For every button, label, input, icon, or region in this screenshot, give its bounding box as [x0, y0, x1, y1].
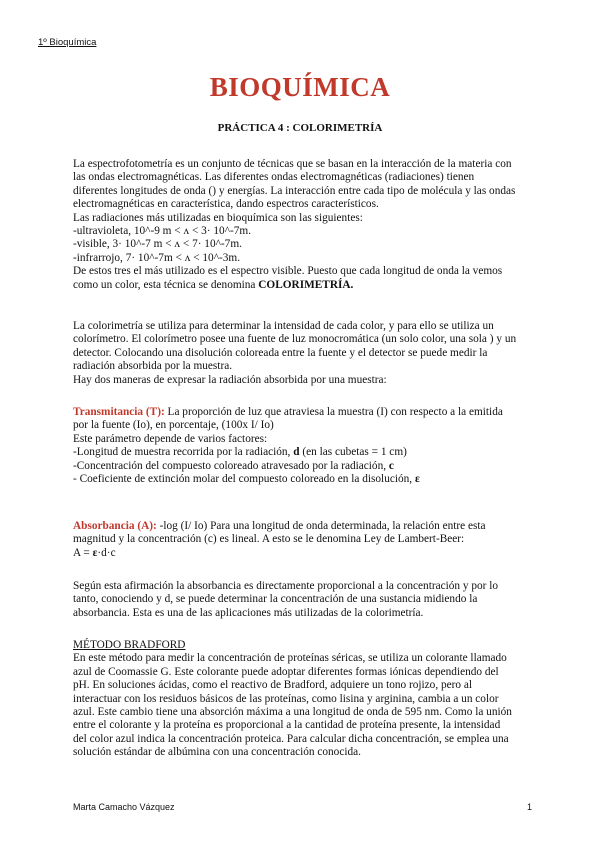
- absorbance-section: [73, 520, 551, 560]
- text-line: detector. Colocando una disolución coloreada entre la fuente y el detector se puede medir la: [73, 346, 488, 359]
- footer-author: Marta Camacho Vázquez: [73, 802, 175, 812]
- text-line: [73, 520, 551, 533]
- text-segment: como un color, esta técnica se denomina: [73, 278, 259, 291]
- colorimetry-term: COLORIMETRÍA.: [258, 278, 354, 291]
- text-line: Las radiaciones más utilizadas en bioquímica son las siguientes:: [73, 211, 363, 224]
- text-segment: La proporción de luz que atraviesa la muestra (I) con respecto a la emitida: [164, 406, 503, 418]
- text-line: colorímetro. El colorímetro posee una fuente de luz monocromática (un solo color, una sola ) y un: [73, 333, 517, 346]
- text-segment: ·d·c: [97, 546, 116, 559]
- text-line: entre el colorante y la proteína es proporcional a la cantidad de proteína presente, la intensidad: [73, 719, 501, 732]
- text-line: del color azul indica la concentración proteica. Para calcular dicha concentración, se emplea una: [73, 732, 509, 745]
- colorimetry-paragraph: [73, 320, 551, 387]
- page-title: BIOQUÍMICA: [209, 72, 391, 102]
- text-line: La colorimetría se utiliza para determinar la intensidad de cada color, y para ello se utiliza un: [73, 320, 494, 332]
- header-course-label: 1º Bioquímica: [38, 37, 97, 48]
- text-line: En este método para medir la concentración de proteínas séricas, se utiliza un colorante llamado: [73, 652, 507, 665]
- symbol-epsilon: ε: [92, 546, 98, 559]
- practice-subtitle: PRÁCTICA 4 : COLORIMETRÍA: [217, 122, 383, 134]
- text-line: [73, 446, 551, 459]
- text-line: De estos tres el más utilizado es el espectro visible. Puesto que cada longitud de onda la vemos: [73, 265, 503, 278]
- text-line: Hay dos maneras de expresar la radiación absorbida por una muestra:: [73, 373, 387, 386]
- text-line: las ondas electromagnéticas. Las diferentes ondas electromagnéticas (radiaciones) tienen: [73, 171, 475, 184]
- intro-paragraph: [73, 158, 551, 292]
- symbol-epsilon: ε: [414, 473, 420, 486]
- text-line: -infrarrojo, 7· 10^-7m < ʌ < 10^-3m.: [73, 251, 241, 264]
- absorbance-term: Absorbancia (A):: [73, 520, 157, 532]
- text-line: Este parámetro depende de varios factores:: [73, 432, 268, 445]
- text-segment: -log (I/ Io) Para una longitud de onda determinada, la relación entre esta: [156, 520, 486, 532]
- affirmation-paragraph: [73, 580, 551, 620]
- text-line: por la fuente (Io), en porcentaje, (100x I/ Io): [73, 419, 274, 432]
- text-segment: A =: [73, 546, 93, 559]
- page-number: 1: [527, 802, 533, 812]
- bradford-section: [73, 639, 551, 760]
- transmittance-term: Transmitancia (T):: [73, 406, 165, 418]
- text-line: [73, 460, 551, 473]
- text-segment: -Concentración del compuesto coloreado atravesado por la radiación,: [73, 459, 389, 472]
- text-line: [73, 406, 551, 419]
- text-line: electromagnéticas en característica, dando espectros característicos.: [73, 198, 379, 211]
- text-line: azul. Este cambio tiene una absorción máxima a una longitud de onda de 595 nm. Como la unión: [73, 706, 512, 719]
- text-line: [73, 473, 551, 486]
- symbol-c: c: [388, 459, 394, 472]
- text-line: La espectrofotometría es un conjunto de técnicas que se basan en la interacción de la materia con: [73, 158, 512, 170]
- text-line: interactuar con los residuos básicos de las proteínas, como lisina y arginina, cambia a un color: [73, 692, 499, 705]
- section-heading: MÉTODO BRADFORD: [73, 639, 186, 651]
- text-line: tanto, conociendo y d, se puede determinar la concentración de una sustancia midiendo la: [73, 593, 478, 606]
- text-line: pH. En soluciones ácidas, como el reactivo de Bradford, adquiere un tono rojizo, pero al: [73, 679, 473, 692]
- symbol-d: d: [293, 446, 300, 459]
- text-line: [73, 279, 551, 292]
- text-segment: (en las cubetas = 1 cm): [299, 446, 407, 459]
- formula: [73, 547, 551, 560]
- text-segment: -Longitud de muestra recorrida por la radiación,: [73, 446, 294, 459]
- transmittance-section: [73, 406, 551, 486]
- text-line: solución estándar de albúmina con una concentración conocida.: [73, 746, 361, 759]
- text-line: Según esta afirmación la absorbancia es directamente proporcional a la concentración y por lo: [73, 580, 499, 592]
- text-line: radiación absorbida por la muestra.: [73, 360, 233, 373]
- text-line: diferentes longitudes de onda () y energías. La interacción entre cada tipo de molécula y las ondas: [73, 184, 516, 197]
- text-line: magnitud y la concentración (c) es lineal. A esto se le denomina Ley de Lambert-Beer:: [73, 533, 465, 546]
- text-line: -visible, 3· 10^-7 m < ʌ < 7· 10^-7m.: [73, 238, 242, 251]
- text-segment: - Coeficiente de extinción molar del compuesto coloreado en la disolución,: [73, 473, 415, 486]
- text-line: -ultravioleta, 10^-9 m < ʌ < 3· 10^-7m.: [73, 225, 252, 238]
- text-line: absorbancia. Esta es una de las aplicaciones más utilizadas de la colorimetría.: [73, 606, 424, 619]
- text-line: azul de Coomassie G. Este colorante puede adoptar diferentes formas iónicas dependiendo del: [73, 665, 499, 678]
